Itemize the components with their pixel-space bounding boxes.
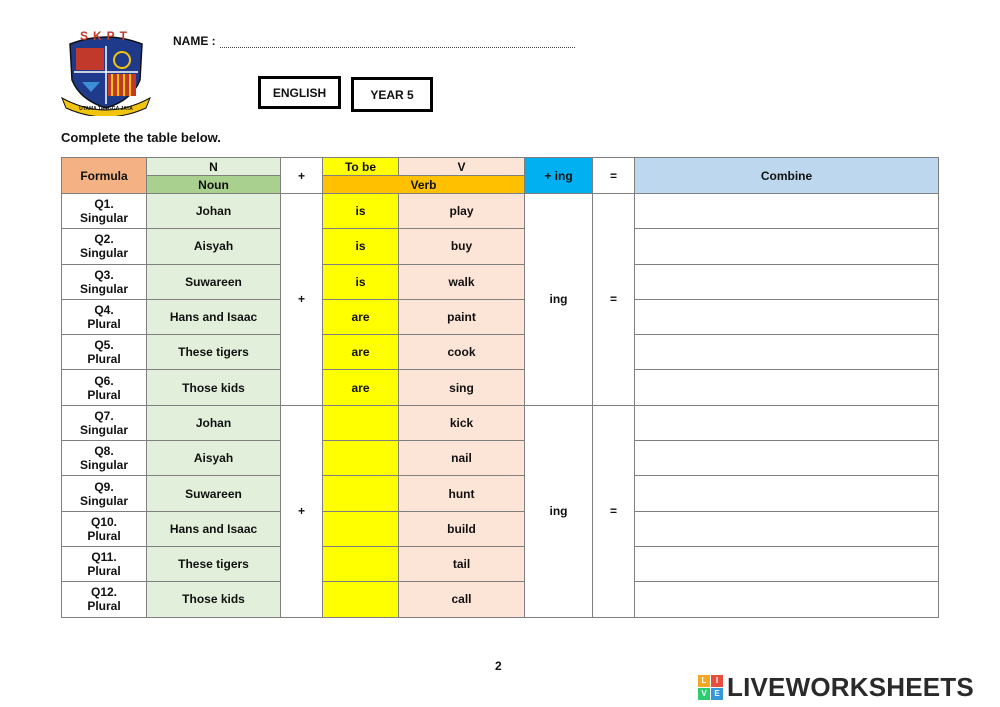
header-plus-ing: + ing bbox=[525, 158, 593, 194]
combine-answer-field[interactable] bbox=[635, 476, 939, 511]
table-row bbox=[62, 546, 939, 581]
tobe-answer-field[interactable] bbox=[323, 405, 399, 440]
verb-cell: walk bbox=[399, 264, 525, 299]
liveworksheets-text: LIVEWORKSHEETS bbox=[727, 672, 974, 702]
verb-cell: kick bbox=[399, 405, 525, 440]
verb-cell: call bbox=[399, 582, 525, 617]
question-label bbox=[62, 441, 147, 476]
header-plus: + bbox=[281, 158, 323, 194]
question-type: Plural bbox=[87, 564, 121, 579]
equals-sign: = bbox=[593, 194, 635, 406]
noun-cell: Hans and Isaac bbox=[147, 299, 281, 334]
question-type: Singular bbox=[79, 493, 128, 508]
tobe-answer-field[interactable] bbox=[323, 582, 399, 617]
question-label bbox=[62, 370, 147, 405]
question-number: Q4. bbox=[94, 303, 114, 318]
question-number: Q11. bbox=[91, 550, 117, 565]
combine-answer-field[interactable] bbox=[635, 194, 939, 229]
header-noun: Noun bbox=[147, 176, 281, 194]
verb-cell: buy bbox=[399, 229, 525, 264]
noun-cell: Suwareen bbox=[147, 264, 281, 299]
header-tobe: To be bbox=[323, 158, 399, 176]
question-type: Plural bbox=[87, 528, 121, 543]
combine-answer-field[interactable] bbox=[635, 582, 939, 617]
instruction-text: Complete the table below. bbox=[61, 130, 221, 145]
verb-cell: sing bbox=[399, 370, 525, 405]
question-label bbox=[62, 582, 147, 617]
question-label bbox=[62, 476, 147, 511]
verb-cell: hunt bbox=[399, 476, 525, 511]
noun-cell: Suwareen bbox=[147, 476, 281, 511]
tobe-answer-field[interactable] bbox=[323, 546, 399, 581]
tobe-cell: are bbox=[323, 335, 399, 370]
table-row bbox=[62, 476, 939, 511]
question-label bbox=[62, 264, 147, 299]
noun-cell: Those kids bbox=[147, 582, 281, 617]
noun-cell: Hans and Isaac bbox=[147, 511, 281, 546]
verb-cell: cook bbox=[399, 335, 525, 370]
question-type: Plural bbox=[87, 387, 121, 402]
question-type: Plural bbox=[87, 352, 121, 367]
tobe-cell: are bbox=[323, 370, 399, 405]
question-number: Q7. bbox=[94, 408, 114, 423]
question-number: Q12. bbox=[90, 585, 117, 600]
question-number: Q2. bbox=[94, 232, 114, 247]
page-number: 2 bbox=[495, 659, 502, 673]
subject-box: ENGLISH bbox=[258, 76, 341, 109]
ing-suffix: ing bbox=[525, 405, 593, 617]
tobe-answer-field[interactable] bbox=[323, 476, 399, 511]
name-label: NAME : bbox=[173, 34, 216, 48]
question-number: Q8. bbox=[94, 444, 114, 459]
table-row bbox=[62, 299, 939, 334]
tobe-answer-field[interactable] bbox=[323, 441, 399, 476]
equals-sign: = bbox=[593, 405, 635, 617]
header-v: V bbox=[399, 158, 525, 176]
question-type: Singular bbox=[79, 422, 128, 437]
verb-cell: nail bbox=[399, 441, 525, 476]
ing-suffix: ing bbox=[525, 194, 593, 406]
logo-motto: UTAMA TANGGA JAYA bbox=[79, 106, 133, 112]
school-crest-logo bbox=[60, 26, 152, 116]
question-label bbox=[62, 299, 147, 334]
formula-table bbox=[61, 157, 939, 618]
tobe-cell: is bbox=[323, 194, 399, 229]
liveworksheets-logo bbox=[698, 672, 974, 703]
plus-sign: + bbox=[281, 405, 323, 617]
noun-cell: Johan bbox=[147, 194, 281, 229]
table-row bbox=[62, 441, 939, 476]
table-row bbox=[62, 370, 939, 405]
tobe-cell: is bbox=[323, 229, 399, 264]
header-verb: Verb bbox=[323, 176, 525, 194]
combine-answer-field[interactable] bbox=[635, 370, 939, 405]
table-row bbox=[62, 335, 939, 370]
combine-answer-field[interactable] bbox=[635, 299, 939, 334]
table-row bbox=[62, 264, 939, 299]
logo-letters: SKPT bbox=[79, 29, 133, 43]
noun-cell: Aisyah bbox=[147, 441, 281, 476]
question-label bbox=[62, 405, 147, 440]
combine-answer-field[interactable] bbox=[635, 405, 939, 440]
header-combine: Combine bbox=[635, 158, 939, 194]
question-number: Q6. bbox=[94, 373, 114, 388]
noun-cell: These tigers bbox=[147, 335, 281, 370]
tobe-cell: is bbox=[323, 264, 399, 299]
table-row bbox=[62, 229, 939, 264]
noun-cell: Johan bbox=[147, 405, 281, 440]
question-type: Singular bbox=[79, 458, 128, 473]
combine-answer-field[interactable] bbox=[635, 335, 939, 370]
question-type: Plural bbox=[87, 317, 121, 332]
combine-answer-field[interactable] bbox=[635, 441, 939, 476]
question-type: Singular bbox=[79, 246, 128, 261]
question-number: Q3. bbox=[94, 267, 114, 282]
combine-answer-field[interactable] bbox=[635, 511, 939, 546]
table-row bbox=[62, 582, 939, 617]
header-equals: = bbox=[593, 158, 635, 194]
question-type: Singular bbox=[79, 211, 128, 226]
combine-answer-field[interactable] bbox=[635, 264, 939, 299]
question-label bbox=[62, 229, 147, 264]
question-label bbox=[62, 194, 147, 229]
question-number: Q1. bbox=[94, 197, 114, 212]
combine-answer-field[interactable] bbox=[635, 229, 939, 264]
table-row bbox=[62, 405, 939, 440]
question-number: Q10. bbox=[90, 514, 117, 529]
tobe-answer-field[interactable] bbox=[323, 511, 399, 546]
noun-cell: Aisyah bbox=[147, 229, 281, 264]
question-label bbox=[62, 511, 147, 546]
name-field bbox=[173, 34, 575, 48]
table-row bbox=[62, 511, 939, 546]
question-type: Plural bbox=[87, 599, 121, 614]
verb-cell: paint bbox=[399, 299, 525, 334]
question-label bbox=[62, 335, 147, 370]
question-number: Q9. bbox=[94, 479, 114, 494]
name-input-line[interactable] bbox=[220, 37, 575, 48]
question-label bbox=[62, 546, 147, 581]
year-box: YEAR 5 bbox=[351, 77, 433, 112]
verb-cell: play bbox=[399, 194, 525, 229]
combine-answer-field[interactable] bbox=[635, 546, 939, 581]
table-row bbox=[62, 194, 939, 229]
header-formula: Formula bbox=[62, 158, 147, 194]
liveworksheets-icon: L I V E bbox=[698, 675, 723, 700]
noun-cell: These tigers bbox=[147, 546, 281, 581]
plus-sign: + bbox=[281, 194, 323, 406]
tobe-cell: are bbox=[323, 299, 399, 334]
question-type: Singular bbox=[79, 281, 128, 296]
noun-cell: Those kids bbox=[147, 370, 281, 405]
question-number: Q5. bbox=[94, 338, 114, 353]
verb-cell: build bbox=[399, 511, 525, 546]
header-n: N bbox=[147, 158, 281, 176]
verb-cell: tail bbox=[399, 546, 525, 581]
